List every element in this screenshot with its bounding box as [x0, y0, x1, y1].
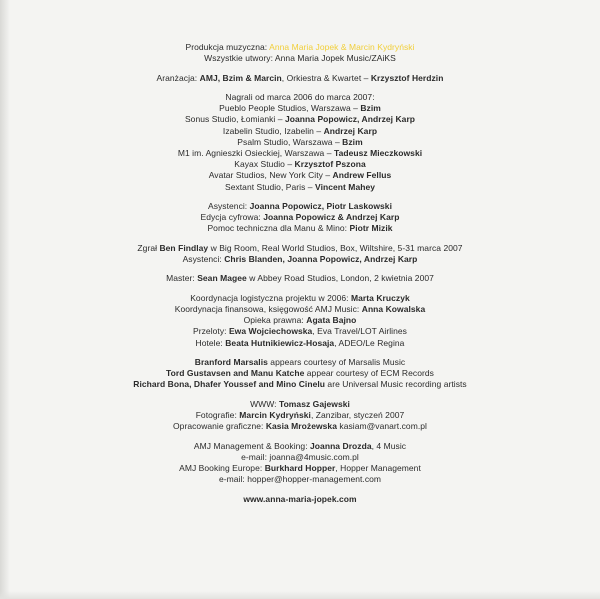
recording-session: Sonus Studio, Łomianki – Joanna Popowicz, Andrzej Karp: [184, 114, 416, 125]
hotels-line: Hotele: Beata Hutnikiewicz-Hosaja, ADEO/Le Regina: [195, 337, 405, 348]
booking-europe-line: AMJ Booking Europe: Burkhard Hopper, Hopper Management: [179, 462, 421, 473]
finance-line: Koordynacja finansowa, księgowość AMJ Music: Anna Kowalska: [174, 303, 426, 314]
recording-session: Izabelin Studio, Izabelin – Andrzej Karp: [222, 125, 378, 136]
courtesy-line: Richard Bona, Dhafer Youssef and Mino Cinelu are Universal Music recording artists: [133, 379, 467, 390]
credits-block: [0, 42, 600, 505]
production-line: Produkcja muzyczna: Anna Maria Jopek & Marcin Kydryński: [185, 42, 415, 52]
arrangement-line: Aranżacja: AMJ, Bzim & Marcin, Orkiestra & Kwartet – Krzysztof Herdzin: [156, 72, 444, 83]
tech-support-line: Pomoc techniczna dla Manu & Mino: Piotr Mizik: [207, 223, 393, 234]
recording-session: Pueblo People Studios, Warszawa – Bzim: [219, 103, 381, 114]
courtesy-line: Branford Marsalis appears courtesy of Marsalis Music: [194, 356, 406, 367]
flights-line: Przeloty: Ewa Wojciechowska, Eva Travel/LOT Airlines: [193, 326, 407, 337]
management-email: e-mail: joanna@4music.com.pl: [241, 451, 359, 462]
booking-europe-email: e-mail: hopper@hopper-management.com: [218, 474, 382, 485]
website-link: www.anna-maria-jopek.com: [243, 493, 357, 504]
recording-session: M1 im. Agnieszki Osieckiej, Warszawa – Tadeusz Mieczkowski: [177, 148, 423, 158]
recorded-intro: Nagrali od marca 2006 do marca 2007:: [225, 91, 375, 102]
courtesy-line: Tord Gustavsen and Manu Katche appear courtesy of ECM Records: [166, 368, 434, 379]
recording-session: Sextant Studio, Paris – Vincent Mahey: [224, 181, 376, 192]
legal-line: Opieka prawna: Agata Bajno: [243, 315, 357, 326]
management-line: AMJ Management & Booking: Joanna Drozda, 4 Music: [193, 440, 407, 451]
master-line: Master: Sean Magee w Abbey Road Studios, London, 2 kwietnia 2007: [166, 273, 434, 284]
recording-session: Kayax Studio – Krzysztof Pszona: [234, 159, 366, 170]
design-line: Opracowanie graficzne: Kasia Mrożewska kasiam@vanart.com.pl: [173, 421, 427, 432]
recording-session: Avatar Studios, New York City – Andrew Fellus: [208, 170, 392, 181]
photos-line: Fotografie: Marcin Kydryński, Zanzibar, styczeń 2007: [195, 409, 405, 420]
mix-assistants-line: Asystenci: Chris Blanden, Joanna Popowicz, Andrzej Karp: [182, 254, 418, 264]
digital-edit-line: Edycja cyfrowa: Joanna Popowicz & Andrzej Karp: [200, 212, 400, 223]
logistics-line: Koordynacja logistyczna projektu w 2006: Marta Kruczyk: [190, 292, 410, 303]
producers: Anna Maria Jopek & Marcin Kydryński: [269, 42, 415, 52]
assistants-line: Asystenci: Joanna Popowicz, Piotr Laskowski: [207, 201, 392, 211]
mix-line: Zgrał Ben Findlay w Big Room, Real World Studios, Box, Wiltshire, 5-31 marca 2007: [137, 242, 463, 253]
www-line: WWW: Tomasz Gajewski: [250, 398, 350, 409]
songs-line: Wszystkie utwory: Anna Maria Jopek Music/ZAiKS: [204, 53, 396, 64]
recording-session: Psalm Studio, Warszawa – Bzim: [237, 136, 363, 147]
